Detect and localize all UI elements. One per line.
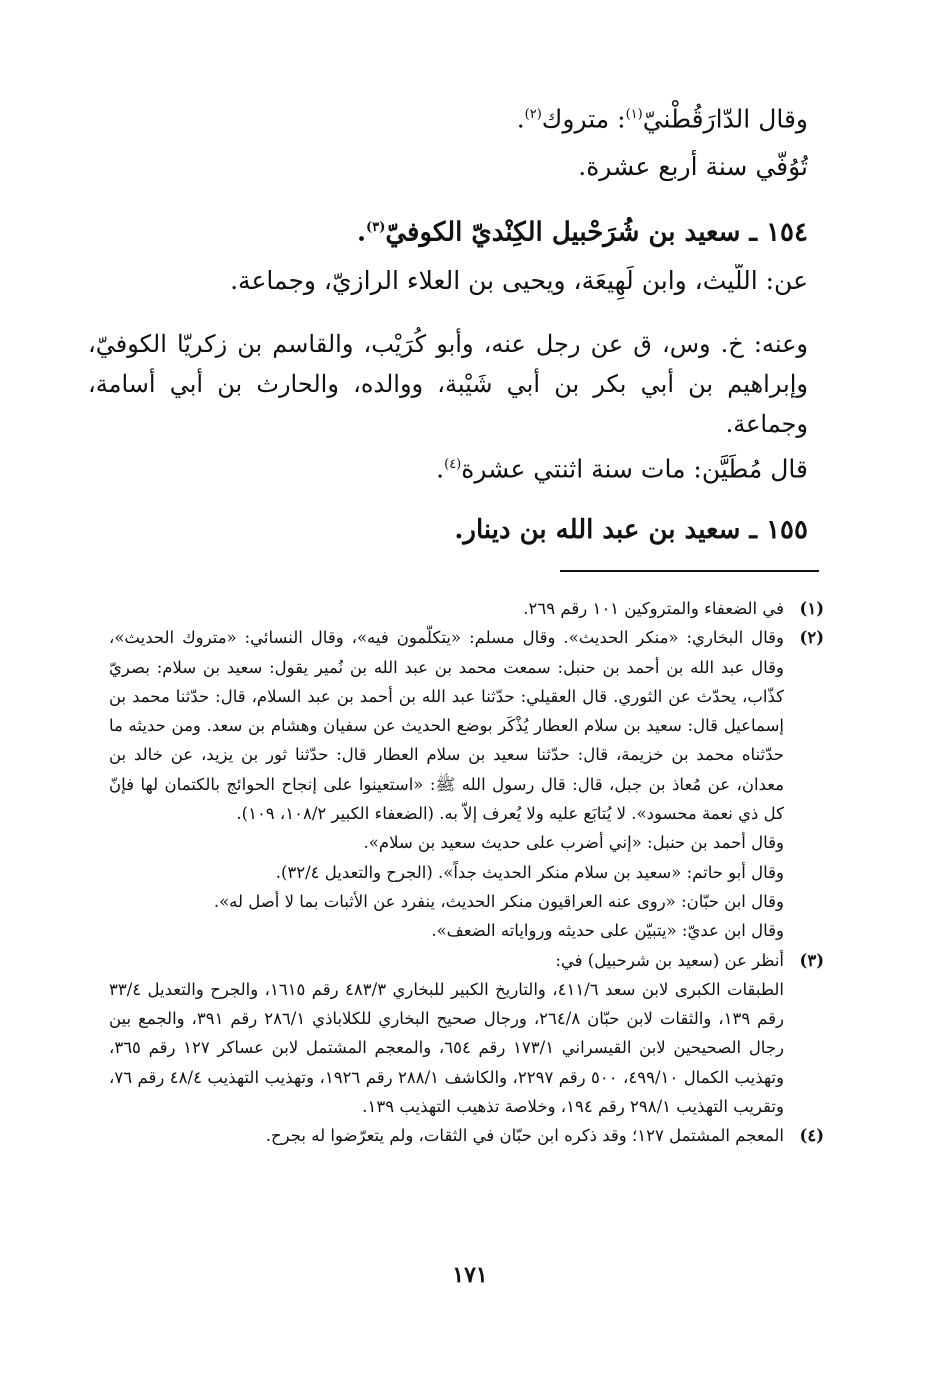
narrated-from-line: عن: اللَّيث، وابن لَهِيعَة، ويحيى بن العلاء الرازيّ، وجماعة. — [230, 266, 808, 295]
footnote-number: (٣) — [799, 950, 824, 970]
ibn-adi-statement: وقال ابن عديّ: «يتبيّن على حديثه ورواياته الضعف». — [431, 921, 784, 941]
main-text — [88, 98, 808, 566]
footnote-ref-3[interactable]: (٣) — [366, 220, 386, 235]
footnote-ref-2[interactable]: (٢) — [524, 107, 542, 122]
narrators-paragraph: وعنه: خ. وس، ق عن رجل عنه، وأبو كُرَيْب، والقاسم بن زكريّا الكوفيّ، وإبراهيم بن أبي بكر بن أبي شَيْبة، ووالده، والحارث بن أبي أسامة، وجماعة. — [88, 330, 808, 438]
footnote-number: (٢) — [799, 628, 824, 648]
footnote-separator — [560, 570, 819, 572]
daraqutni-statement — [88, 98, 808, 150]
daraqutni-text: وقال الدّارَقُطْنيّ — [642, 104, 808, 134]
death-year-line: تُوُفّي سنة أربع عشرة. — [578, 152, 808, 181]
entry-154-heading — [88, 208, 808, 264]
line1-period: . — [516, 104, 525, 134]
footnote-number: (٤) — [799, 1126, 824, 1146]
ahmad-statement: وقال أحمد بن حنبل: «إني أضرب على حديث سعيد بن سلام». — [363, 833, 784, 853]
abu-hatim-statement: وقال أبو حاتم: «سعيد بن سلام منكر الحديث جداً». (الجرح والتعديل ٣٢/٤). — [275, 862, 784, 882]
footnote-number: (١) — [799, 599, 824, 618]
entry-154-title: ١٥٤ ـ سعيد بن شُرَحْبيل الكِنْديّ الكوفيّ — [385, 217, 808, 248]
entry-155-heading: ١٥٥ ـ سعيد بن عبد الله بن دينار. — [454, 515, 808, 545]
footnote-3 — [109, 946, 824, 1122]
footnote-1 — [109, 594, 824, 623]
footnote-2 — [109, 623, 824, 945]
mutayyan-text: قال مُطَيَّن: مات سنة اثنتي عشرة — [461, 454, 808, 484]
footnotes-section — [109, 594, 824, 1151]
footnote-text: المعجم المشتمل ١٢٧؛ وقد ذكره ابن حبّان في الثقات، ولم يتعرّضوا له بجرح. — [265, 1126, 784, 1146]
ibn-hibban-statement: وقال ابن حبّان: «روى عنه العراقيون منكر الحديث، ينفرد عن الأثبات بما لا أصل له». — [213, 891, 784, 911]
sources-list: الطبقات الكبرى لابن سعد ٤١١/٦، والتاريخ الكبير للبخاري ٤٨٣/٣ رقم ١٦١٥، والجرح والتعديل ٣٣/٤ رقم ١٣٩، والثقات لابن حبّان ٢٦٤/٨، ورجال صحيح البخاري للكلاباذي ٢٨٦/١ رقم ٣٩١، والجمع بين رجال الصحيحين لابن القيسراني ١٧٣/١ رقم ٦٥٤، والمعجم المشتمل لابن عساكر ١٢٧ رقم ٣٦٥، وتهذيب الكمال ٤٩٩/١٠، ٥٠٠ رقم ٢٢٩٧، والكاشف ٢٨٨/١ رقم ١٩٢٦، وتهذيب التهذيب ٤٨/٤ رقم ٧٦، وتقريب التهذيب ٢٩٨/١ رقم ١٩٤، وخلاصة تذهيب التهذيب ١٣٩. — [109, 979, 785, 1117]
footnote-text: في الضعفاء والمتروكين ١٠١ رقم ٢٦٩. — [523, 599, 784, 618]
footnote-ref-4[interactable]: (٤) — [444, 457, 462, 472]
mutayyan-statement — [88, 448, 808, 510]
page-number: ١٧١ — [452, 1262, 488, 1288]
line6-period: . — [436, 454, 445, 484]
matruk-text: : متروك — [541, 104, 626, 134]
footnote-ref-1[interactable]: (١) — [625, 107, 643, 122]
sources-intro: أنظر عن (سعيد بن شرحبيل) في: — [555, 950, 784, 970]
entry-154-period: . — [356, 217, 367, 248]
footnote-text: وقال البخاري: «منكر الحديث». وقال مسلم: «يتكلّمون فيه»، وقال النسائي: «متروك الحديث»، وقال عبد الله بن أحمد بن حنبل: سمعت محمد بن عبد الله بن نُمير يقول: سعيد بن سلام: بصريّ كذّاب، يحدّث عن الثوري. قال العقيلي: حدّثنا عبد الله بن أحمد بن عبد السلام، قال: حدّثنا محمد بن إسماعيل قال: سعيد بن سلام العطار يُذْكَر بوضع الحديث عن سفيان وهشام بن سعد. ومن حديثه ما حدّثناه محمد بن خزيمة، قال: حدّثنا سعيد بن سلام العطار قال: حدّثنا ثور بن يزيد، عن خالد بن معدان، عن مُعاذ بن جبل، قال: قال رسول الله ﷺ: «استعينوا على إنجاح الحوائج بالكتمان لها فإنّ كل ذي نعمة محسود». لا يُتابَع عليه ولا يُعرف إلاّ به. (الضعفاء الكبير ١٠٨/٢، ١٠٩). — [109, 628, 784, 824]
footnote-4 — [109, 1121, 824, 1150]
